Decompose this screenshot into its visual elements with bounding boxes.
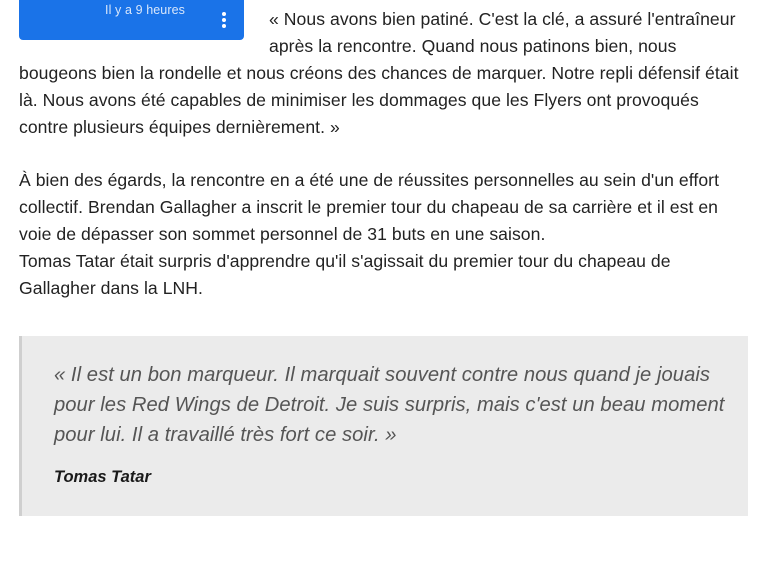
blockquote [19, 336, 748, 516]
quote-author: Tomas Tatar [54, 468, 151, 486]
paragraph: « Nous avons bien patiné. C'est la clé, a assuré l'entraîneur après la rencontre. Quand nous patinons bien, nous bougeons bien la rondelle et nous créons des chances de marquer. Notre repli défensif était là. Nous avons été capables de minimiser les dommages que les Flyers ont provoqués contre plusieurs équipes dernièrement. » [19, 9, 739, 137]
quote-text: « Il est un bon marqueur. Il marquait souvent contre nous quand je jouais pour les Red Wings de Detroit. Je suis surpris, mais c'est un beau moment pour lui. Il a travaillé très fort ce soir. » [54, 364, 725, 446]
vertical-ellipsis-icon[interactable] [219, 9, 229, 31]
article-body [19, 0, 748, 532]
article-info-card [19, 0, 244, 40]
paragraph: Tomas Tatar était surpris d'apprendre qu'il s'agissait du premier tour du chapeau de Gallagher dans la LNH. [19, 251, 671, 298]
timestamp: Il y a 9 heures [105, 3, 186, 17]
paragraph: À bien des égards, la rencontre en a été une de réussites personnelles au sein d'un effort collectif. Brendan Gallagher a inscrit le premier tour du chapeau de sa carrière et il est en voie de dépasser son sommet personnel de 31 buts en une saison. [19, 170, 720, 244]
